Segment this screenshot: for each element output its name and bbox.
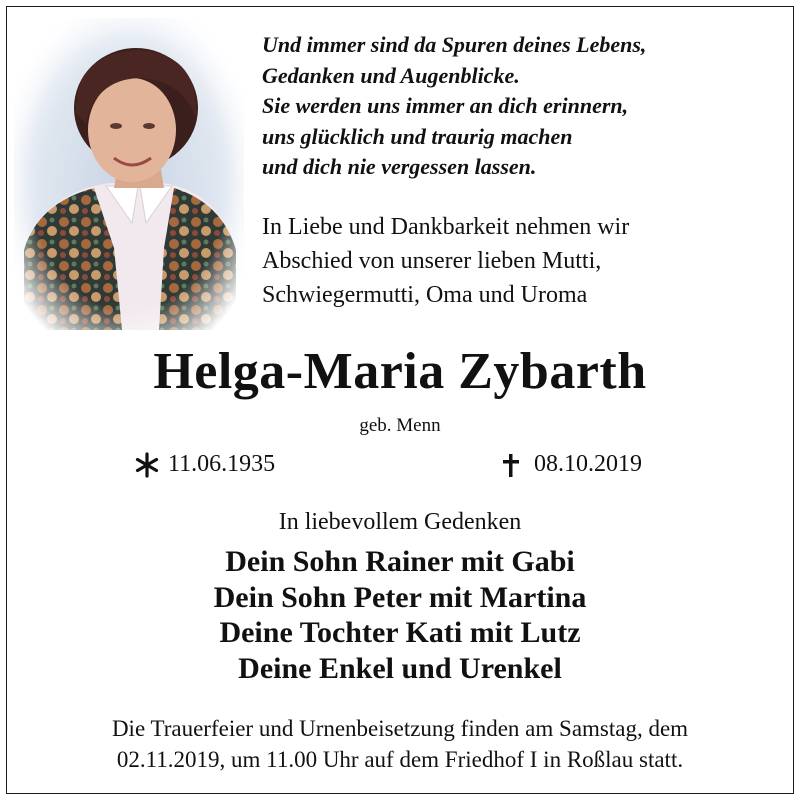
mourner-entry: Dein Sohn Peter mit Martina <box>213 580 587 614</box>
deceased-name: Helga-Maria Zybarth <box>153 343 647 400</box>
birth-date-value: 11.06.1935 <box>168 451 276 477</box>
farewell-text <box>262 210 782 312</box>
portrait-photo <box>14 18 244 330</box>
ceremony-info <box>0 713 800 775</box>
poem-line: Sie werden uns immer an dich erinnern, <box>262 93 629 118</box>
cross-icon <box>500 452 534 478</box>
mourner-entry: Deine Enkel und Urenkel <box>238 651 562 685</box>
mourners-list <box>0 544 800 686</box>
memory-line: In liebevollem Gedenken <box>278 509 522 535</box>
poem <box>262 30 782 183</box>
poem-line: uns glücklich und traurig machen <box>262 123 573 149</box>
farewell-line: Schwiegermutti, Oma und Uroma <box>262 282 588 308</box>
maiden-name: geb. Menn <box>359 415 441 436</box>
death-date-value: 08.10.2019 <box>534 451 642 477</box>
poem-line: Und immer sind da Spuren deines Lebens, <box>262 32 647 57</box>
birth-date <box>134 447 275 481</box>
farewell-line: Abschied von unserer lieben Mutti, <box>262 248 602 274</box>
portrait-illustration <box>14 18 244 330</box>
ceremony-line: Die Trauerfeier und Urnenbeisetzung finden am Samstag, dem <box>111 716 689 741</box>
mourner-entry: Deine Tochter Kati mit Lutz <box>219 616 581 649</box>
ceremony-line: 02.11.2019, um 11.00 Uhr auf dem Friedhof I in Roßlau statt. <box>116 747 684 772</box>
poem-line: und dich nie vergessen lassen. <box>262 154 537 179</box>
poem-line: Gedanken und Augenblicke. <box>262 62 520 88</box>
farewell-line: In Liebe und Dankbarkeit nehmen wir <box>262 214 630 240</box>
mourner-entry: Dein Sohn Rainer mit Gabi <box>225 545 575 578</box>
death-date <box>500 447 642 481</box>
asterisk-icon <box>134 452 168 478</box>
